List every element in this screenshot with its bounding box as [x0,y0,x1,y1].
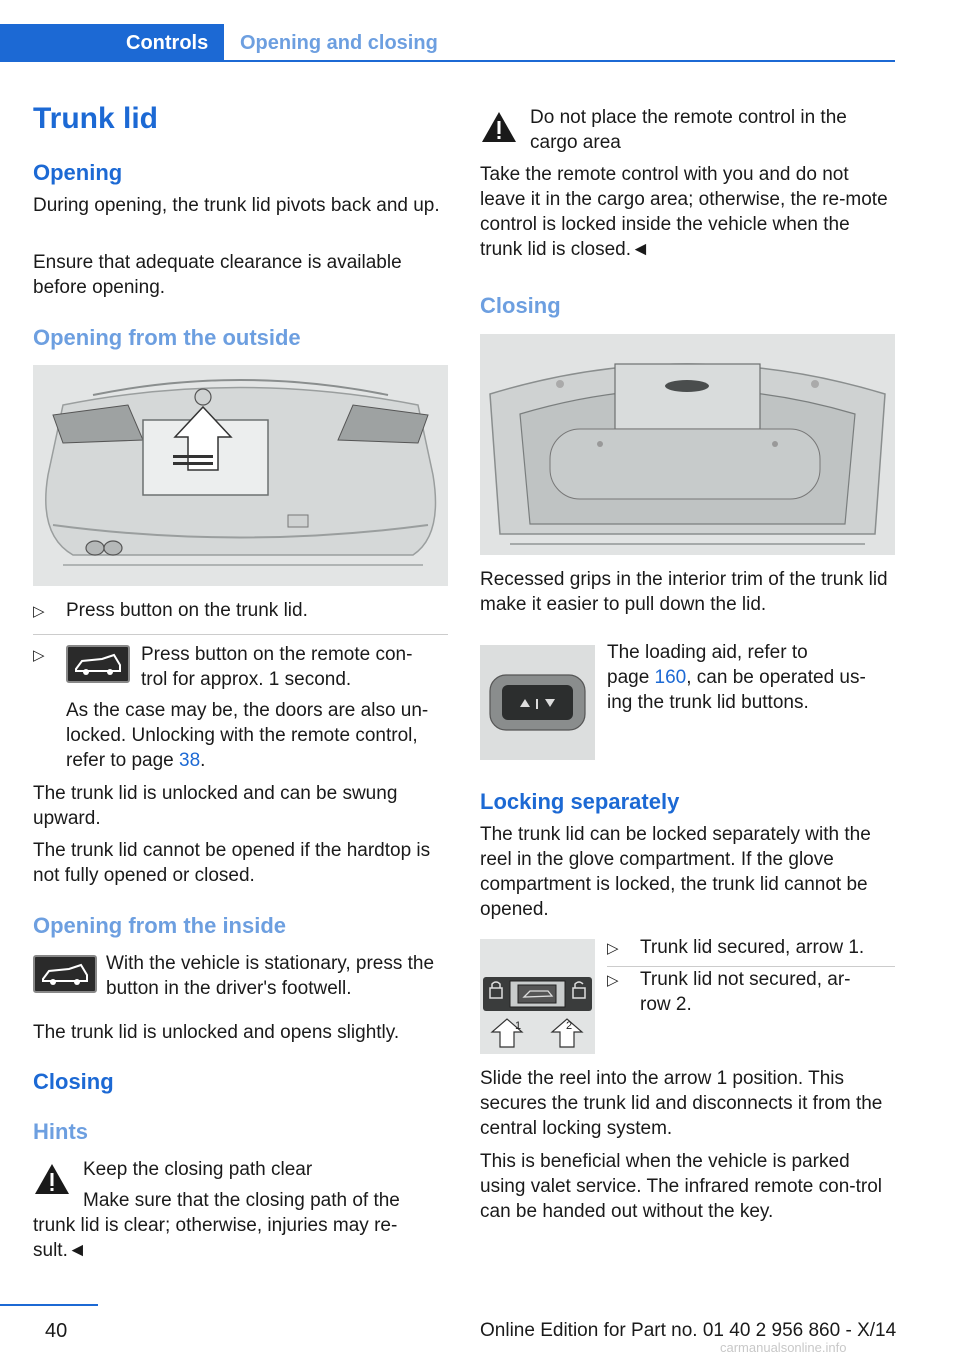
watermark-text: carmanualsonline.info [720,1340,847,1355]
car-rear-illustration [33,365,448,586]
inside-paragraph-2: The trunk lid is unlocked and opens slightly. [33,1022,400,1043]
closing-heading-left: Closing [33,1069,114,1094]
bullet-remote-detail: As the case may be, the doors are also un-locked. Unlocking with the remote control, refer to page 38. [66,700,429,771]
bullet-not-secured-a: Trunk lid not secured, ar- [640,969,851,990]
warning-title-b: cargo area [530,132,621,153]
bullet-triangle-icon: ▷ [33,647,45,664]
bullet-divider [33,634,448,635]
loading-aid-page-prefix: page [607,667,655,688]
warning-icon [480,110,518,144]
bullet-triangle-icon: ▷ [607,940,619,957]
bullet-press-trunk: Press button on the trunk lid. [66,600,308,621]
unlocked-paragraph: The trunk lid is unlocked and can be swung upward. [33,783,398,829]
edition-text: Online Edition for Part no. 01 40 2 956 860 - X/14 [480,1320,897,1341]
warning-body: Take the remote control with you and do not leave it in the cargo area; otherwise, the re-mote control is locked inside the vehicle when the trunk lid is closed.◄ [480,164,888,260]
page-link-160[interactable]: 160 [654,667,687,688]
reel-arrow-label-2: 2 [566,1020,573,1032]
hint-body-b: trunk lid is clear; otherwise, injuries may re-sult.◄ [33,1215,398,1261]
bullet-remote-detail-text: As the case may be, the doors are also un-locked. Unlocking with the remote control, refer to page [66,700,429,771]
bullet-triangle-icon: ▷ [33,603,45,620]
opening-paragraph-2: Ensure that adequate clearance is available before opening. [33,252,402,298]
bullet-remote-line-a: Press button on the remote con- [141,644,413,665]
bullet-not-secured-b: row 2. [640,994,692,1015]
page-number: 40 [45,1320,68,1342]
bullet-remote-line-b: trol for approx. 1 second. [141,669,352,690]
opening-heading: Opening [33,160,123,185]
car-rear-drawing [33,365,448,586]
car-trunk-open-icon [68,647,128,681]
warning-title-a: Do not place the remote control in the [530,107,847,128]
header-rule [224,60,895,62]
glove-reel-drawing [480,939,595,1054]
closing-heading-right: Closing [480,293,561,318]
page-link-38[interactable]: 38 [179,750,201,771]
opening-paragraph-1: During opening, the trunk lid pivots back and up. [33,195,440,216]
trunk-interior-drawing [480,334,895,555]
loading-aid-line-c: , can be operated us- [686,667,866,688]
loading-aid-button-illustration [480,645,595,760]
car-trunk-open-icon [35,957,95,991]
loading-aid-line-b [607,665,892,690]
grips-paragraph: Recessed grips in the interior trim of the trunk lid make it easier to pull down the lid. [480,569,888,615]
hint-title: Keep the closing path clear [83,1159,313,1180]
loading-aid-line-a: The loading aid, refer to [607,642,808,663]
bullet-triangle-icon: ▷ [607,972,619,989]
bullet-secured: Trunk lid secured, arrow 1. [640,937,865,958]
subsection-tab[interactable]: Opening and closing [240,32,438,54]
valet-paragraph: This is beneficial when the vehicle is parked using valet service. The infrared remote con-trol can be handed out without the key. [480,1151,882,1222]
section-tab[interactable]: Controls [0,24,224,62]
locking-heading: Locking separately [480,789,680,814]
hint-body-a: Make sure that the closing path of the [83,1190,400,1211]
slide-paragraph: Slide the reel into the arrow 1 position. This secures the trunk lid and disconnects it from the central locking system. [480,1068,883,1139]
trunk-button-icon [66,645,130,683]
glove-reel-illustration [480,939,595,1054]
hints-heading: Hints [33,1119,88,1144]
locking-paragraph: The trunk lid can be locked separately with the reel in the glove compartment. If the glove compartment is locked, the trunk lid cannot be opened. [480,824,871,920]
inside-heading: Opening from the inside [33,913,287,938]
warning-icon [33,1162,71,1196]
trunk-interior-illustration [480,334,895,555]
page-title: Trunk lid [33,102,159,135]
footer-rule [0,1304,98,1306]
inside-paragraph: With the vehicle is stationary, press the button in the driver's footwell. [106,953,435,999]
footwell-button-icon [33,955,97,993]
loading-aid-button-drawing [480,645,595,760]
page-header [0,24,895,62]
reel-arrow-label-1: 1 [515,1020,522,1032]
loading-aid-line-d: ing the trunk lid buttons. [607,692,809,713]
hardtop-paragraph: The trunk lid cannot be opened if the hardtop is not fully opened or closed. [33,840,431,886]
outside-heading: Opening from the outside [33,325,301,350]
